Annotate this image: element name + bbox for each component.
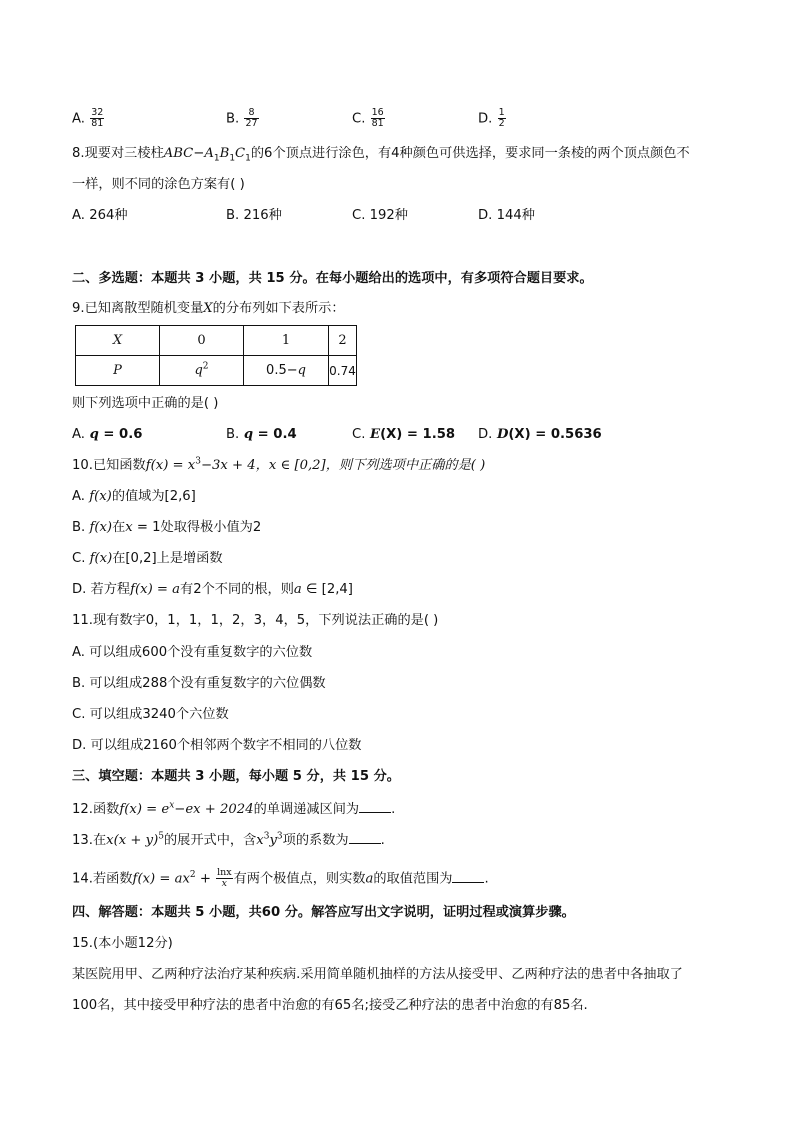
q8-option-b: B. 216种 (226, 208, 282, 223)
q14-stem: 14.若函数$f(x) = ax^2$ + $\frac{\ln x}{x}$ 有两个极值点，则实数a的取值范围为 . (72, 867, 489, 889)
q7-option-b: B. $\frac{8}{27}$ (226, 107, 258, 129)
q7-option-d: D. $\frac{1}{2}$ (478, 107, 505, 129)
q10-option-b: B. f(x)在x = 1处取得极小值为2 (72, 520, 262, 535)
table-cell: $q^2$ (160, 356, 244, 386)
q11-stem: 11.现有数字0，1，1，1，2，3，4，5，下列说法正确的是( ) (72, 613, 439, 628)
q8-option-c: C. 192种 (352, 208, 408, 223)
table-cell-x-head: X (76, 326, 160, 356)
table-row (76, 356, 357, 386)
table-cell: 0 (160, 326, 244, 356)
q11-option-c: C. 可以组成3240个六位数 (72, 707, 229, 722)
answer-blank[interactable] (452, 870, 484, 883)
q8-option-a: A. 264种 (72, 208, 128, 223)
q9-option-a: A. q = 0.6 (72, 427, 143, 442)
q8-options (72, 206, 732, 226)
table-cell: 1 (244, 326, 329, 356)
q10-option-a: A. f(x)的值域为[2,6] (72, 489, 196, 504)
q7-option-c: C. $\frac{16}{81}$ (352, 107, 384, 129)
table-cell: 0.5−q (244, 356, 329, 386)
q10-option-c: C. f(x)在[0,2]上是增函数 (72, 551, 223, 566)
q11-option-d: D. 可以组成2160个相邻两个数字不相同的八位数 (72, 738, 362, 753)
q9-option-d: D. D(X) = 0.5636 (478, 427, 602, 442)
q9-question: 则下列选项中正确的是( ) (72, 396, 219, 411)
q8-stem-line2: 一样，则不同的涂色方案有( ) (72, 177, 245, 192)
section-2-heading: 二、多选题：本题共 3 小题，共 15 分。在每小题给出的选项中，有多项符合题目要求。 (72, 271, 593, 286)
q15-title: 15.(本小题12分) (72, 936, 173, 951)
section-3-heading: 三、填空题：本题共 3 小题，每小题 5 分，共 15 分。 (72, 769, 400, 784)
table-cell-p-head: P (76, 356, 160, 386)
q7-options (72, 108, 732, 128)
q8-stem-line1: 8.现要对三棱柱$ABC-A_1B_1C_1$的6个顶点进行涂色，有4种颜色可供选择，要求同一条棱的两个顶点颜色不 (72, 146, 690, 164)
q10-stem: 10.已知函数$f(x) = x^3-3x + 4$，x ∈ [0,2]，则下列选项中正确的是( ) (72, 456, 486, 473)
answer-blank[interactable] (349, 831, 381, 844)
answer-blank[interactable] (359, 800, 391, 813)
q13-stem: 13.在$x(x + y)^5$的展开式中，含$x^3y^3$项的系数为 . (72, 831, 385, 848)
q12-stem: 12.函数$f(x) = e^x-ex + 2024$的单调递减区间为 . (72, 800, 396, 817)
q15-line2: 100名，其中接受甲种疗法的患者中治愈的有65名;接受乙种疗法的患者中治愈的有85名. (72, 998, 588, 1013)
q7-option-a: A. $\frac{32}{81}$ (72, 107, 104, 129)
q15-line1: 某医院用甲、乙两种疗法治疗某种疾病.采用简单随机抽样的方法从接受甲、乙两种疗法的患者中各抽取了 (72, 967, 683, 982)
q11-option-b: B. 可以组成288个没有重复数字的六位偶数 (72, 676, 326, 691)
q8-option-d: D. 144种 (478, 208, 535, 223)
distribution-table (75, 325, 357, 386)
section-4-heading: 四、解答题：本题共 5 小题，共60 分。解答应写出文字说明，证明过程或演算步骤。 (72, 905, 575, 920)
q10-option-d: D. 若方程f(x) = a有2个不同的根，则a ∈ [2,4] (72, 582, 353, 597)
table-row (76, 326, 357, 356)
q9-option-c: C. E(X) = 1.58 (352, 427, 456, 442)
q9-stem: 9.已知离散型随机变量X的分布列如下表所示： (72, 301, 345, 316)
q9-option-b: B. q = 0.4 (226, 427, 297, 442)
table-cell: 2 (329, 326, 357, 356)
q11-option-a: A. 可以组成600个没有重复数字的六位数 (72, 645, 313, 660)
table-cell: 0.74 (329, 356, 357, 386)
q9-options (72, 425, 732, 445)
